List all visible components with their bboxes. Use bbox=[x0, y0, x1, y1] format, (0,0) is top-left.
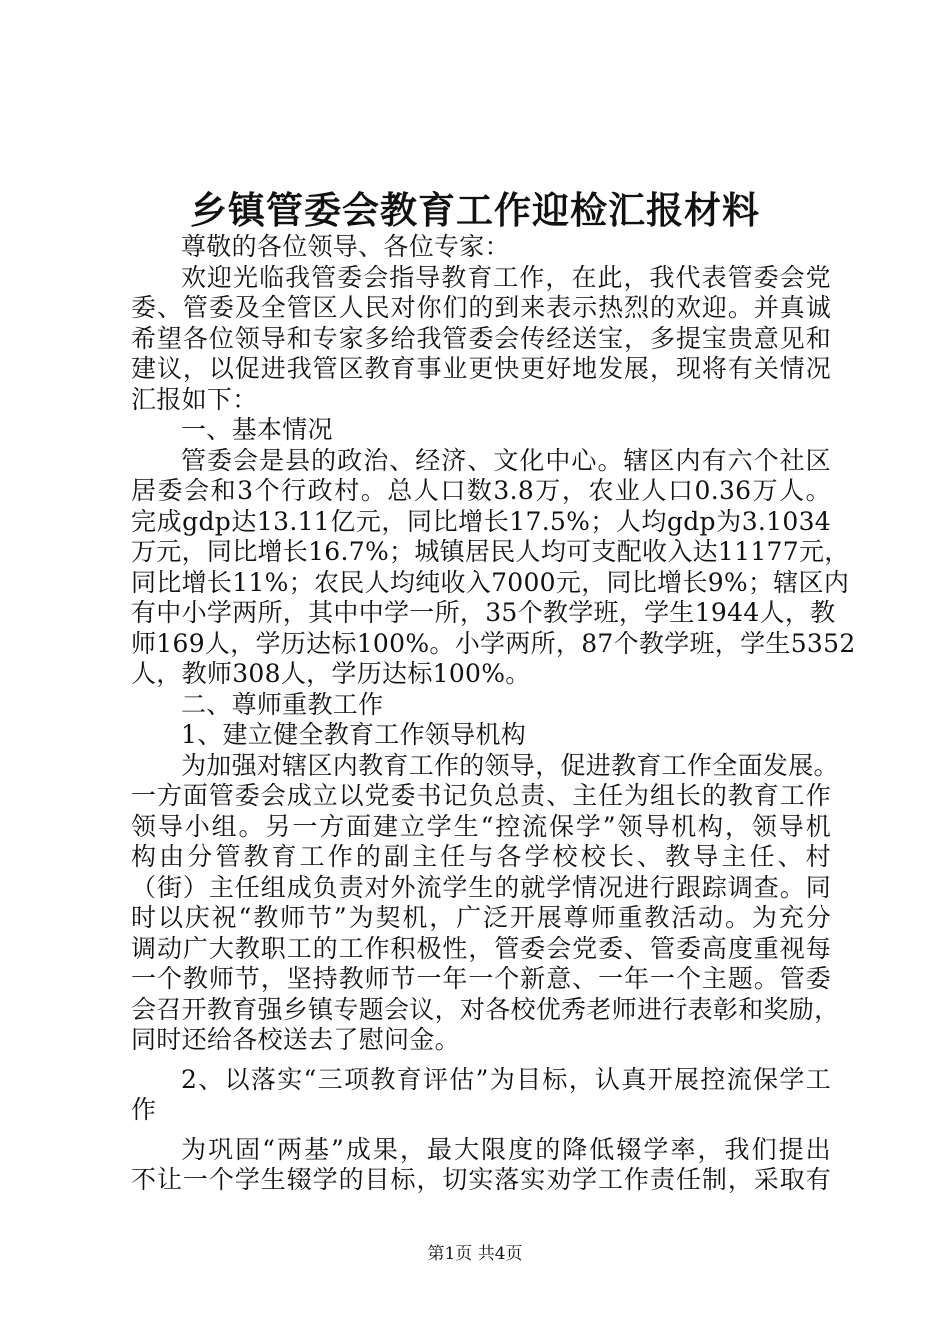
paragraph-line: 时以庆祝“教师节”为契机，广泛开展尊师重教活动。为充分 bbox=[131, 903, 831, 932]
paragraph-line: 有中小学两所，其中中学一所，35个教学班，学生1944人，教 bbox=[131, 598, 836, 627]
section-heading: 一、基本情况 bbox=[181, 415, 333, 444]
document-title: 乡镇管委会教育工作迎检汇报材料 bbox=[190, 188, 760, 232]
paragraph-spacer bbox=[131, 1126, 831, 1135]
paragraph-line: 居委会和3个行政村。总人口数3.8万，农业人口0.36万人。 bbox=[131, 476, 831, 505]
page-number-footer: 第1页 共4页 bbox=[427, 1244, 523, 1264]
paragraph-line: 汇报如下： bbox=[131, 384, 258, 414]
subsection-heading-continued: 作 bbox=[131, 1095, 157, 1124]
subsection-heading: 2、以落实“三项教育评估”为目标，认真开展控流保学工 bbox=[181, 1064, 831, 1094]
paragraph-line: 不让一个学生辍学的目标，切实落实劝学工作责任制，采取有 bbox=[131, 1165, 831, 1194]
paragraph-line: 一个教师节，坚持教师节一年一个新意、一年一个主题。管委 bbox=[131, 964, 831, 993]
paragraph-line: 委、管委及全管区人民对你们的到来表示热烈的欢迎。并真诚 bbox=[131, 293, 831, 322]
paragraph-line: 构由分管教育工作的副主任与各学校校长、教导主任、村 bbox=[131, 842, 831, 871]
paragraph-line: 为加强对辖区内教育工作的领导，促进教育工作全面发展。 bbox=[181, 750, 839, 780]
paragraph-line: 人，教师308人，学历达标100%。 bbox=[131, 659, 531, 688]
paragraph-line: （街）主任组成负责对外流学生的就学情况进行跟踪调查。同 bbox=[131, 872, 831, 902]
paragraph-line: 调动广大教职工的工作积极性，管委会党委、管委高度重视每 bbox=[131, 933, 831, 963]
paragraph-line: 万元，同比增长16.7%；城镇居民人均可支配收入达11177元， bbox=[131, 537, 850, 566]
paragraph-line: 为巩固“两基”成果，最大限度的降低辍学率，我们提出 bbox=[181, 1134, 831, 1164]
paragraph-line: 师169人，学历达标100%。小学两所，87个教学班，学生5352 bbox=[131, 628, 856, 658]
document-body bbox=[131, 232, 856, 1196]
paragraph-line: 会召开教育强乡镇专题会议，对各校优秀老师进行表彰和奖励， bbox=[131, 994, 840, 1024]
paragraph-spacer bbox=[131, 1056, 831, 1065]
paragraph-line: 建议，以促进我管区教育事业更快更好地发展，现将有关情况 bbox=[131, 354, 831, 383]
section-heading: 二、尊师重教工作 bbox=[181, 689, 384, 719]
subsection-heading: 1、建立健全教育工作领导机构 bbox=[181, 720, 527, 749]
paragraph-line: 同比增长11%；农民人均纯收入7000元，同比增长9%；辖区内 bbox=[131, 567, 850, 597]
paragraph-line: 同时还给各校送去了慰问金。 bbox=[131, 1025, 460, 1054]
paragraph-line: 一方面管委会成立以党委书记负总责、主任为组长的教育工作 bbox=[131, 781, 831, 810]
paragraph-line: 领导小组。另一方面建立学生“控流保学”领导机构，领导机 bbox=[131, 811, 831, 841]
paragraph-line: 完成gdp达13.11亿元，同比增长17.5%；人均gdp为3.1034 bbox=[131, 506, 831, 536]
salutation: 尊敬的各位领导、各位专家： bbox=[181, 232, 510, 261]
paragraph-line: 管委会是县的政治、经济、文化中心。辖区内有六个社区 bbox=[181, 445, 831, 475]
paragraph-line: 希望各位领导和专家多给我管委会传经送宝，多提宝贵意见和 bbox=[131, 323, 831, 353]
paragraph-line: 欢迎光临我管委会指导教育工作，在此，我代表管委会党 bbox=[181, 262, 831, 292]
